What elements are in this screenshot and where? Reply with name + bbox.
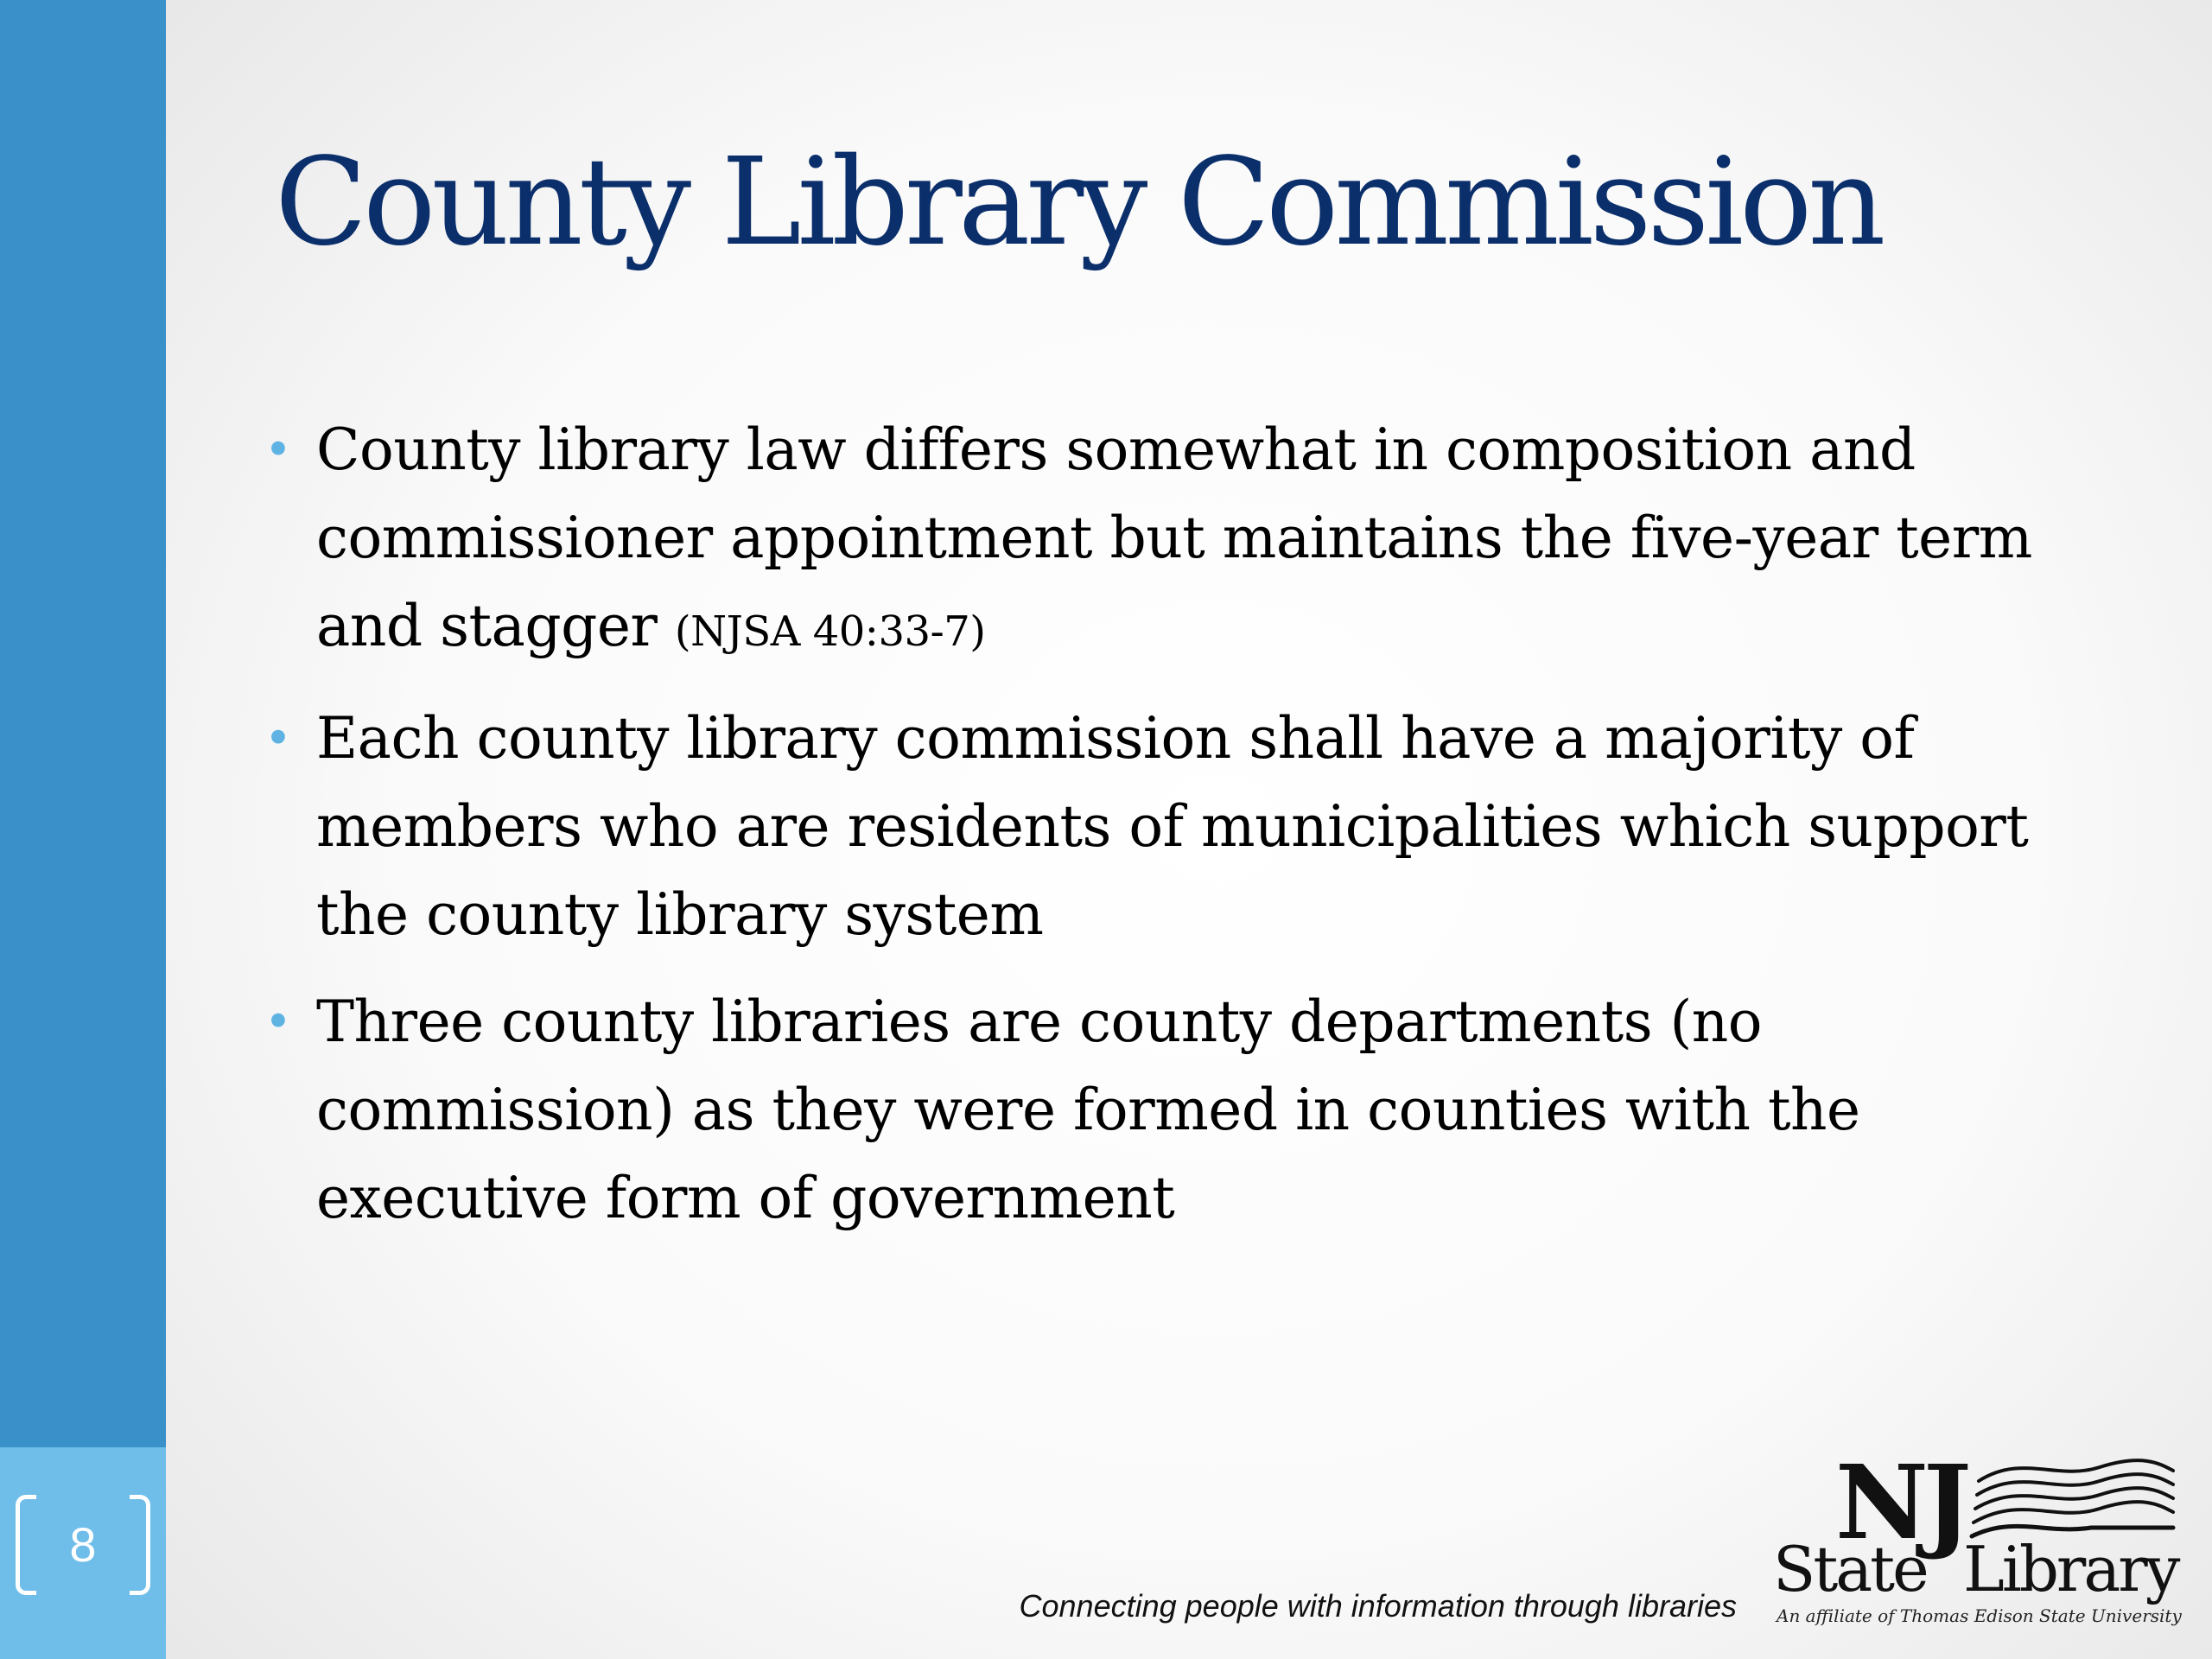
- bullet-text: Each county library commission shall have a majority of members who are residents of municipalities which support the county library system: [316, 705, 2029, 948]
- logo-state-text: State: [1773, 1533, 1927, 1605]
- bullet-dot-icon: •: [264, 423, 292, 477]
- footer-tagline: Connecting people with information through libraries: [1019, 1588, 1737, 1624]
- bullet-item: [259, 406, 2117, 676]
- bullet-text: Three county libraries are county departments (no commission) as they were formed in counties with the executive form of government: [316, 988, 1860, 1231]
- bullet-text: County library law differs somewhat in composition and commissioner appointment but maintains the five-year term and stagger: [316, 416, 2032, 659]
- bullet-item: [259, 978, 2117, 1243]
- bullet-dot-icon: •: [264, 995, 292, 1049]
- left-sidebar-bar: [0, 0, 166, 1659]
- nj-state-library-logo: [1770, 1442, 2182, 1633]
- bullet-item: [259, 695, 2117, 959]
- bullet-citation: (NJSA 40:33-7): [674, 607, 986, 656]
- logo-library-text: Library: [1963, 1533, 2178, 1605]
- slide-number: 8: [69, 1517, 97, 1572]
- logo-affiliate-text: An affiliate of Thomas Edison State University: [1777, 1605, 2182, 1626]
- bullet-list: [259, 406, 2117, 1262]
- bullet-dot-icon: •: [264, 711, 292, 766]
- logo-nj-text: NJ: [1835, 1442, 1967, 1562]
- slide-title: County Library Commission: [275, 132, 1882, 273]
